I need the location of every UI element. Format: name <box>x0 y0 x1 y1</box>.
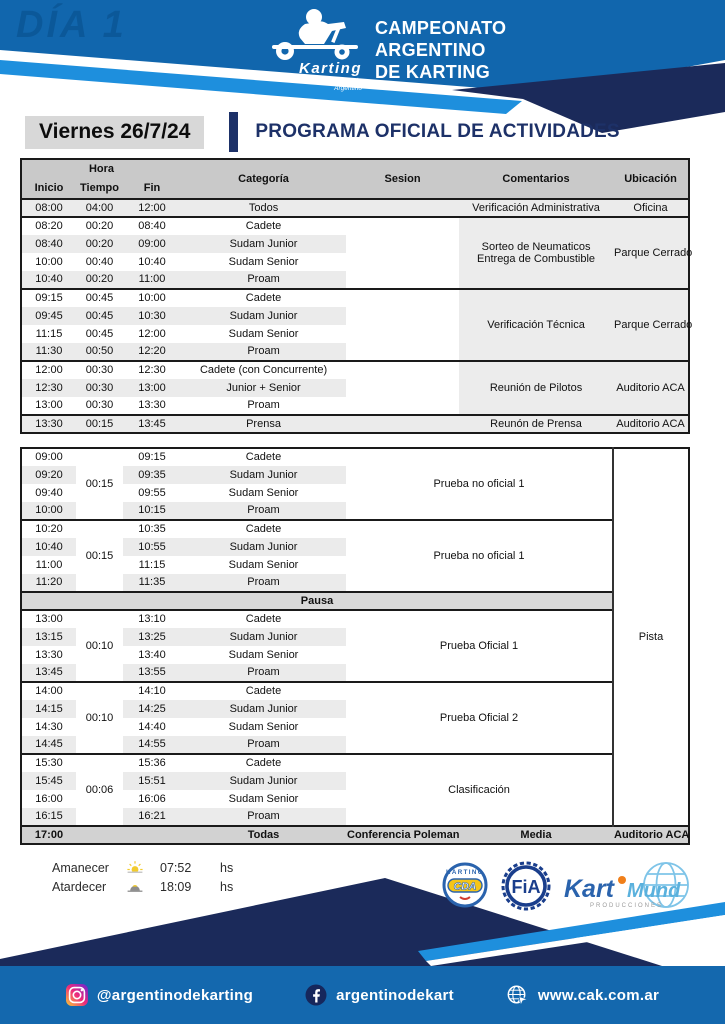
svg-text:PRODUCCIONES: PRODUCCIONES <box>590 903 664 909</box>
kartmund-logo <box>562 858 700 918</box>
table-cell: 00:20 <box>76 235 123 253</box>
table-cell <box>346 361 459 415</box>
table-cell: 09:40 <box>35 486 63 499</box>
table-cell: Reunión de Pilotos <box>459 361 613 415</box>
table-cell: 11:00 <box>123 271 181 289</box>
table-cell: 13:15 <box>21 628 76 646</box>
table-cell: 14:40 <box>138 720 166 733</box>
table-cell <box>346 289 459 361</box>
website-link-text: www.cak.com.ar <box>537 986 660 1004</box>
table-cell: 12:00 <box>138 327 166 340</box>
table-cell: Prueba no oficial 1 <box>346 520 613 592</box>
table-cell: 13:45 <box>123 415 181 433</box>
table-cell: 00:45 <box>76 289 123 307</box>
table-cell: 00:50 <box>76 343 123 361</box>
col-header-categoria: Categoría <box>181 159 346 199</box>
table-cell: 00:06 <box>76 754 123 826</box>
table-cell: 14:00 <box>21 682 76 700</box>
table-cell: Proam <box>181 736 346 754</box>
table-cell: 16:06 <box>138 792 166 805</box>
table-cell: Proam <box>181 808 346 826</box>
col-header-fin: Fin <box>123 179 181 199</box>
table-cell: 10:40 <box>21 538 76 556</box>
col-header-hora: Hora <box>21 159 181 179</box>
table-cell: 14:25 <box>123 700 181 718</box>
table-cell: Todas <box>181 826 346 844</box>
date-title-row <box>25 112 620 152</box>
table-cell: Prueba Oficial 2 <box>346 682 613 754</box>
table-cell: 13:10 <box>123 610 181 628</box>
facebook-handle[interactable] <box>305 984 454 1006</box>
table-cell: 10:00 <box>123 289 181 307</box>
table-cell: Sorteo de Neumaticos Entrega de Combustible <box>459 217 613 289</box>
table-cell: 15:36 <box>123 754 181 772</box>
table-row <box>21 289 689 307</box>
table-cell: 12:00 <box>123 199 181 217</box>
table-cell: Prueba no oficial 1 <box>346 448 613 520</box>
facebook-icon <box>305 984 327 1006</box>
table-cell: Cadete <box>181 217 346 235</box>
col-header-tiempo: Tiempo <box>76 179 123 199</box>
table-cell: 13:30 <box>21 415 76 433</box>
table-cell: 10:40 <box>138 255 166 268</box>
table-cell <box>346 199 459 217</box>
table-cell: 14:55 <box>123 736 181 754</box>
table-row <box>21 448 689 466</box>
brand-logo <box>266 8 362 93</box>
table-cell: Pista <box>613 448 689 826</box>
social-bar <box>0 966 725 1024</box>
table-cell: 09:55 <box>138 486 166 499</box>
table-cell: 08:40 <box>21 235 76 253</box>
table-cell: 14:45 <box>21 736 76 754</box>
table-cell: 09:00 <box>35 451 63 464</box>
table-cell: 11:30 <box>21 343 76 361</box>
table-cell: Sudam Junior <box>181 307 346 325</box>
table-cell: 13:25 <box>123 628 181 646</box>
table-cell: 12:30 <box>21 379 76 397</box>
sunset-label: Atardecer <box>52 879 107 894</box>
table-cell: 00:20 <box>76 271 123 289</box>
col-header-ubicacion: Ubicación <box>613 159 689 199</box>
table-header-row <box>21 159 689 179</box>
table-cell: 16:00 <box>35 792 63 805</box>
svg-text:Mund: Mund <box>627 880 681 902</box>
fia-logo <box>499 858 553 918</box>
table-cell: Clasificación <box>346 754 613 826</box>
table-cell: Auditorio ACA <box>613 826 689 844</box>
sunset-row <box>52 877 233 896</box>
table-cell: Cadete <box>181 682 346 700</box>
col-header-inicio: Inicio <box>21 179 76 199</box>
table-cell: 15:45 <box>21 772 76 790</box>
table-cell: Sudam Junior <box>181 700 346 718</box>
table-cell: 09:15 <box>21 289 76 307</box>
table-cell: Parque Cerrado <box>613 217 689 289</box>
table-row <box>21 199 689 217</box>
table-cell: Verificación Técnica <box>459 289 613 361</box>
table-row <box>21 754 689 772</box>
table-cell: 00:15 <box>76 415 123 433</box>
cda-karting-logo <box>440 858 490 918</box>
svg-text:CDA: CDA <box>453 880 477 893</box>
table-cell: Proam <box>181 574 346 592</box>
table-cell: 13:55 <box>123 664 181 682</box>
table-cell: Proam <box>247 399 280 412</box>
table-row <box>21 592 689 610</box>
table-cell: Auditorio ACA <box>613 415 689 433</box>
table-cell: Todos <box>181 199 346 217</box>
table-cell: 00:20 <box>76 217 123 235</box>
table-cell: 00:30 <box>76 361 123 379</box>
date-box: Viernes 26/7/24 <box>25 116 204 149</box>
table-cell: 04:00 <box>76 199 123 217</box>
table-cell: 00:45 <box>76 307 123 325</box>
table-cell: Sudam Junior <box>181 235 346 253</box>
table-cell: 17:00 <box>21 826 76 844</box>
table-cell: 13:00 <box>123 379 181 397</box>
table-cell: 15:30 <box>21 754 76 772</box>
brand-block <box>266 8 506 93</box>
table-cell: Auditorio ACA <box>613 361 689 415</box>
table-cell <box>346 217 459 289</box>
table-cell: 13:30 <box>138 399 166 412</box>
table-cell: Parque Cerrado <box>613 289 689 361</box>
col-header-comentarios: Comentarios <box>459 159 613 199</box>
table-cell: Sudam Junior <box>181 466 346 484</box>
sunrise-row <box>52 858 233 877</box>
table-cell <box>123 826 181 844</box>
globe-icon <box>506 984 529 1007</box>
table-cell: Proam <box>181 271 346 289</box>
sponsor-logos <box>440 858 700 918</box>
logo-subtitle-line2: Argentino <box>334 85 362 93</box>
table-cell: 15:51 <box>123 772 181 790</box>
table-cell: 13:00 <box>21 610 76 628</box>
table-cell: Sudam Senior <box>228 327 299 340</box>
table-row <box>21 610 689 628</box>
table-cell: Junior + Senior <box>181 379 346 397</box>
table-cell: Prueba Oficial 1 <box>346 610 613 682</box>
table-cell: Verificación Administrativa <box>459 199 613 217</box>
table-cell: 11:15 <box>138 558 166 571</box>
instagram-icon <box>66 984 88 1006</box>
table-cell: 10:40 <box>21 271 76 289</box>
table-cell: 00:10 <box>76 682 123 754</box>
table-cell: 00:15 <box>76 448 123 520</box>
table-cell: 16:21 <box>123 808 181 826</box>
table-cell: 13:40 <box>138 648 166 661</box>
table-cell: 10:35 <box>123 520 181 538</box>
table-cell: 10:55 <box>123 538 181 556</box>
table-cell: Cadete (con Concurrente) <box>181 361 346 379</box>
table-cell: Sudam Junior <box>181 772 346 790</box>
table-cell: Sudam Senior <box>228 792 299 805</box>
table-cell: Pausa <box>21 592 613 610</box>
table-cell <box>76 826 123 844</box>
table-cell: 00:10 <box>76 610 123 682</box>
table-cell: Oficina <box>613 199 689 217</box>
table-cell: 14:30 <box>35 720 63 733</box>
page-title: PROGRAMA OFICIAL DE ACTIVIDADES <box>255 121 620 142</box>
table-cell: 10:00 <box>21 502 76 520</box>
sunrise-icon <box>126 860 160 875</box>
table-cell: Cadete <box>181 610 346 628</box>
table-cell: Sudam Senior <box>228 648 299 661</box>
sunrise-label: Amanecer <box>52 860 109 875</box>
table-cell: Prensa <box>181 415 346 433</box>
table-cell: Cadete <box>181 289 346 307</box>
track-table <box>20 447 690 845</box>
svg-text:Kart: Kart <box>564 875 615 903</box>
sunrise-unit: hs <box>220 860 234 875</box>
table-cell: 09:00 <box>123 235 181 253</box>
logo-wordmark: Karting <box>299 60 362 77</box>
table-cell: Cadete <box>245 451 282 464</box>
table-row <box>21 217 689 235</box>
table-cell: Sudam Senior <box>228 486 299 499</box>
website-link[interactable] <box>506 984 659 1007</box>
kart-logo-icon <box>270 8 362 64</box>
table-cell: 09:15 <box>138 451 166 464</box>
table-cell: Sudam Senior <box>228 720 299 733</box>
table-cell: 16:15 <box>21 808 76 826</box>
instagram-handle[interactable] <box>66 984 253 1006</box>
sunset-icon <box>126 879 160 894</box>
table-cell: 13:45 <box>21 664 76 682</box>
table-cell: Sudam Senior <box>228 558 299 571</box>
table-cell: 08:00 <box>21 199 76 217</box>
table-cell: 09:20 <box>21 466 76 484</box>
table-cell: 00:45 <box>85 327 114 340</box>
table-cell: 00:30 <box>85 399 114 412</box>
col-header-sesion: Sesion <box>346 159 459 199</box>
table-cell: 10:20 <box>21 520 76 538</box>
table-cell: 13:00 <box>35 399 63 412</box>
schedule-table <box>20 158 693 434</box>
table-cell: 12:30 <box>123 361 181 379</box>
logo-subtitle <box>325 77 362 93</box>
table-row <box>21 826 689 844</box>
table-cell: Sudam Senior <box>228 255 299 268</box>
table-row <box>21 361 689 379</box>
table-cell: 11:15 <box>35 327 63 340</box>
table-cell: 09:35 <box>123 466 181 484</box>
table-cell: 14:15 <box>21 700 76 718</box>
sun-times <box>52 858 233 896</box>
table-cell: Conferencia Poleman <box>346 826 459 844</box>
table-cell: 00:15 <box>76 520 123 592</box>
sunset-time: 18:09 <box>160 879 192 894</box>
brand-title <box>375 18 506 84</box>
brand-title-line1: CAMPEONATO <box>375 17 507 38</box>
table-cell: Proam <box>181 502 346 520</box>
table-cell: 11:20 <box>21 574 76 592</box>
table-row <box>21 520 689 538</box>
logo-subtitle-line1: Campeonato <box>324 77 362 84</box>
facebook-handle-text: argentinodekart <box>336 986 454 1004</box>
brand-title-line3: DE KARTING <box>375 61 490 82</box>
brand-title-line2: ARGENTINO <box>375 39 486 60</box>
table-cell: Proam <box>181 664 346 682</box>
svg-text:KARTING: KARTING <box>446 869 484 876</box>
table-cell: 11:35 <box>123 574 181 592</box>
table-row <box>21 415 689 433</box>
table-cell: 08:40 <box>123 217 181 235</box>
sunrise-time: 07:52 <box>160 860 192 875</box>
table-cell: 13:30 <box>35 648 63 661</box>
table-cell: 11:00 <box>35 558 63 571</box>
table-cell: Cadete <box>181 754 346 772</box>
sunset-unit: hs <box>220 879 234 894</box>
table-cell: 14:10 <box>123 682 181 700</box>
table-cell: Proam <box>181 343 346 361</box>
table-cell: Sudam Junior <box>181 628 346 646</box>
table-cell: 08:20 <box>21 217 76 235</box>
table-cell: 09:45 <box>21 307 76 325</box>
table-cell: Sudam Junior <box>181 538 346 556</box>
title-divider <box>229 112 238 152</box>
table-cell: Reunón de Prensa <box>459 415 613 433</box>
table-cell: 00:30 <box>76 379 123 397</box>
table-cell: 00:40 <box>85 255 114 268</box>
table-cell <box>346 415 459 433</box>
table-cell: Media <box>459 826 613 844</box>
table-cell: 12:20 <box>123 343 181 361</box>
table-cell: 10:00 <box>35 255 63 268</box>
table-cell: 10:15 <box>123 502 181 520</box>
day-label: DÍA 1 <box>16 4 127 46</box>
table-cell: Cadete <box>181 520 346 538</box>
instagram-handle-text: @argentinodekarting <box>96 986 254 1004</box>
table-row <box>21 682 689 700</box>
svg-text:FiA: FiA <box>511 877 541 897</box>
table-cell: 12:00 <box>21 361 76 379</box>
table-cell: 10:30 <box>123 307 181 325</box>
